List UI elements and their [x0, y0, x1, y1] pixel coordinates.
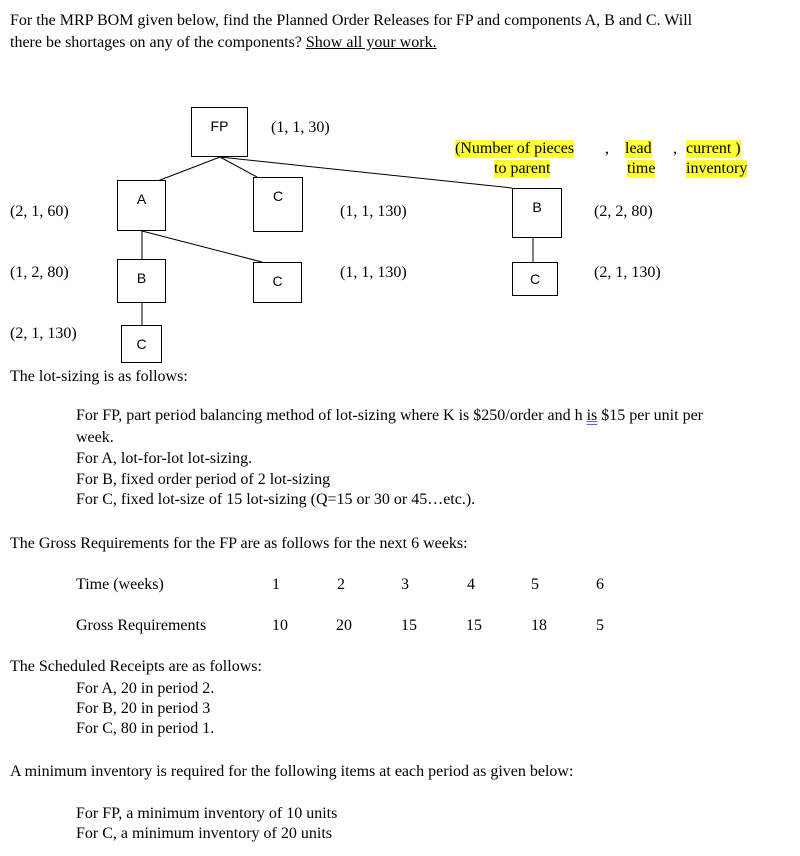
- question-line-1: For the MRP BOM given below, find the Planned Order Releases for FP and components A, B and C. Will: [10, 12, 693, 29]
- gross-value-3: 15: [401, 617, 417, 634]
- lot-sizing-a: For A, lot-for-lot lot-sizing.: [76, 450, 253, 467]
- node-a: [117, 180, 166, 231]
- node-b-under-fp: [512, 188, 562, 238]
- node-c-under-a-label: C: [272, 273, 283, 289]
- min-inventory-fp: For FP, a minimum inventory of 10 units: [76, 805, 338, 822]
- node-b-under-a-label: B: [136, 270, 147, 286]
- lot-sizing-heading: The lot-sizing is as follows:: [10, 368, 188, 385]
- lot-sizing-b: For B, fixed order period of 2 lot-sizing: [76, 471, 331, 488]
- receipt-a: For A, 20 in period 2.: [76, 680, 215, 697]
- gross-value-4: 15: [466, 617, 482, 634]
- week-1: 1: [272, 576, 280, 593]
- legend-comma-1-text: ,: [605, 140, 609, 157]
- receipt-c: For C, 80 in period 1.: [76, 720, 215, 737]
- receipts-heading: The Scheduled Receipts are as follows:: [10, 658, 262, 675]
- label-c-under-b-params: (2, 1, 130): [10, 325, 77, 342]
- label-c-under-b2-params: (2, 1, 130): [594, 264, 661, 281]
- label-b-under-a-params: (1, 2, 80): [10, 264, 69, 281]
- node-c-under-fp-label: C: [272, 188, 284, 204]
- show-work-instruction: Show all your work.: [305, 34, 437, 51]
- node-c-under-b2: [512, 262, 558, 296]
- node-c-under-b: [121, 325, 162, 363]
- node-fp-label: FP: [210, 118, 229, 134]
- week-3: 3: [401, 576, 409, 593]
- week-5: 5: [531, 576, 539, 593]
- legend-inventory-line1: current ): [686, 140, 741, 157]
- legend-lead-line1: lead: [625, 140, 652, 157]
- legend-pieces-line2: to parent: [494, 160, 551, 177]
- legend-inventory-line2: inventory: [686, 160, 748, 177]
- label-a-params: (2, 1, 60): [10, 203, 69, 220]
- gross-value-1: 10: [272, 617, 288, 634]
- lot-sizing-c: For C, fixed lot-size of 15 lot-sizing (Q=15 or 30 or 45…etc.).: [76, 491, 476, 508]
- legend-lead-line2: time: [627, 160, 656, 177]
- legend-comma-2: ,: [673, 140, 677, 157]
- gross-requirements-heading: The Gross Requirements for the FP are as follows for the next 6 weeks:: [10, 535, 468, 552]
- lot-sizing-fp-line2: week.: [76, 429, 114, 446]
- node-c-under-a: [253, 262, 302, 303]
- gross-value-5: 18: [531, 617, 547, 634]
- node-b-under-a: [117, 259, 166, 303]
- label-b-under-fp-params: (2, 2, 80): [594, 203, 653, 220]
- edge-a-c: [142, 231, 262, 262]
- lot-sizing-fp-text: For FP, part period balancing method of lot-sizing where K is $250/order and h: [76, 407, 587, 424]
- question-line-2-text: there be shortages on any of the components?: [10, 34, 306, 51]
- node-b-under-fp-label: B: [532, 199, 542, 215]
- min-inventory-heading: A minimum inventory is required for the following items at each period as given below:: [10, 763, 574, 780]
- gross-row-label: Gross Requirements: [76, 617, 207, 634]
- receipt-b: For B, 20 in period 3: [76, 700, 211, 717]
- min-inventory-c: For C, a minimum inventory of 20 units: [76, 825, 332, 842]
- label-c-under-a-params: (1, 1, 130): [340, 264, 407, 281]
- node-c-under-b2-label: C: [529, 271, 541, 287]
- label-c-under-fp-params: (1, 1, 130): [340, 203, 407, 220]
- node-c-under-b-label: C: [136, 336, 147, 352]
- gross-value-2: 20: [336, 617, 352, 634]
- legend-paren-open: (: [455, 140, 461, 157]
- node-a-label: A: [136, 191, 147, 207]
- week-6: 6: [596, 576, 604, 593]
- gross-value-6: 5: [596, 617, 604, 634]
- legend-comma-1: [605, 140, 609, 158]
- lot-sizing-fp-is: is: [586, 407, 598, 424]
- legend-pieces-line1: [455, 140, 574, 158]
- node-fp: [191, 107, 248, 157]
- node-c-under-fp: [253, 177, 303, 232]
- week-4: 4: [467, 576, 475, 593]
- lot-sizing-fp: [76, 407, 703, 425]
- time-row-label: Time (weeks): [76, 576, 164, 593]
- week-2: 2: [337, 576, 345, 593]
- lot-sizing-fp-suffix: $15 per unit per: [597, 407, 703, 424]
- legend-pieces-text: Number of pieces: [460, 140, 575, 157]
- label-fp-params: (1, 1, 30): [271, 119, 330, 136]
